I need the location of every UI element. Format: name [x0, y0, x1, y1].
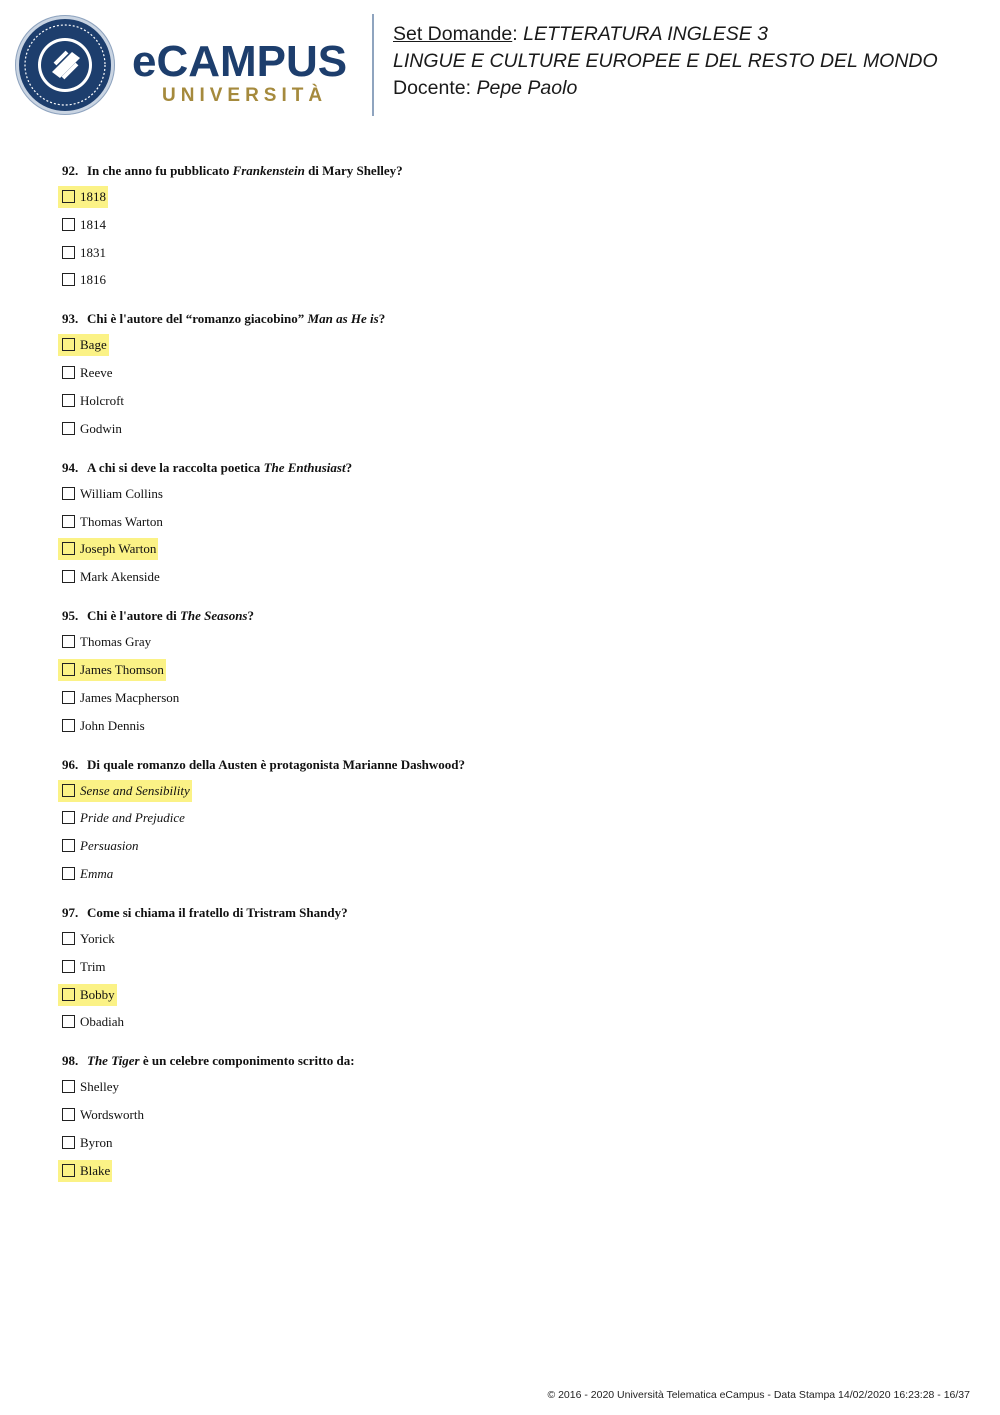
answer-option[interactable]	[62, 1011, 962, 1033]
answer-option[interactable]	[62, 863, 962, 885]
answer-option[interactable]	[62, 807, 962, 829]
header-divider	[372, 14, 374, 116]
answer-option[interactable]	[62, 538, 962, 560]
question-text-after: ?	[345, 459, 353, 475]
question-text	[62, 459, 962, 477]
answer-checkbox[interactable]	[62, 811, 75, 824]
question-text-italic: The Seasons	[179, 608, 248, 624]
answer-option[interactable]	[62, 390, 962, 412]
brand-wordmark	[132, 37, 360, 107]
question-block	[62, 310, 962, 439]
answer-label: Obadiah	[80, 1014, 125, 1030]
question-text-after: di Mary Shelley?	[304, 163, 403, 178]
question-number: 97.	[62, 904, 79, 920]
question-text	[62, 607, 962, 625]
answer-checkbox[interactable]	[62, 784, 75, 797]
question-text-after: è un celebre componimento scritto da:	[139, 1053, 355, 1069]
course-name: LETTERATURA INGLESE 3	[523, 23, 768, 45]
question-block	[62, 904, 962, 1033]
answer-checkbox[interactable]	[62, 1015, 75, 1028]
question-block	[62, 162, 962, 291]
answer-option[interactable]	[62, 214, 962, 236]
answer-option[interactable]	[62, 362, 962, 384]
answer-checkbox[interactable]	[62, 515, 75, 528]
answer-checkbox[interactable]	[62, 273, 75, 286]
answer-option[interactable]	[62, 715, 962, 737]
answer-label: James Thomson	[80, 661, 164, 677]
question-text-after: ?	[378, 311, 386, 327]
answer-label: Godwin	[80, 420, 122, 436]
answer-checkbox[interactable]	[62, 218, 75, 231]
answer-checkbox[interactable]	[62, 422, 75, 435]
answer-option[interactable]	[62, 242, 962, 264]
question-block	[62, 756, 962, 885]
answer-label: 1831	[80, 244, 106, 260]
answer-label: Reeve	[80, 365, 113, 381]
answer-checkbox[interactable]	[62, 839, 75, 852]
answer-option[interactable]	[62, 511, 962, 533]
answer-option[interactable]	[62, 1132, 962, 1154]
question-number: 96.	[62, 756, 79, 772]
question-text-italic: The Enthusiast	[263, 459, 346, 475]
answer-checkbox[interactable]	[62, 246, 75, 259]
answer-option[interactable]	[62, 269, 962, 291]
answer-checkbox[interactable]	[62, 190, 75, 203]
answer-option[interactable]	[62, 631, 962, 653]
answer-label: 1814	[80, 216, 106, 232]
question-text	[62, 310, 962, 328]
answer-label: Persuasion	[80, 838, 139, 854]
question-block	[62, 459, 962, 588]
question-text	[62, 162, 962, 180]
header-info	[393, 21, 938, 102]
answer-checkbox[interactable]	[62, 663, 75, 676]
answer-checkbox[interactable]	[62, 570, 75, 583]
teacher-line	[393, 75, 938, 102]
answer-label: Yorick	[80, 930, 115, 946]
question-list	[62, 162, 962, 1201]
answer-checkbox[interactable]	[62, 487, 75, 500]
answer-option[interactable]	[62, 186, 962, 208]
question-block	[62, 1052, 962, 1181]
answer-label: Byron	[80, 1134, 113, 1150]
answer-option[interactable]	[62, 418, 962, 440]
degree-name: LINGUE E CULTURE EUROPEE E DEL RESTO DEL MONDO	[393, 50, 938, 72]
question-number: 95.	[62, 608, 79, 624]
answer-label: Holcroft	[80, 392, 125, 408]
brand-subtitle: UNIVERSITÀ	[162, 85, 328, 106]
colon: :	[512, 23, 524, 45]
answer-option[interactable]	[62, 687, 962, 709]
page-footer: © 2016 - 2020 Università Telematica eCampus - Data Stampa 14/02/2020 16:23:28 - 16/37	[547, 1389, 970, 1401]
answer-checkbox[interactable]	[62, 366, 75, 379]
answer-checkbox[interactable]	[62, 338, 75, 351]
question-text-before: Chi è l'autore del “romanzo giacobino”	[87, 311, 308, 327]
answer-option[interactable]	[62, 1160, 962, 1182]
question-text-before: A chi si deve la raccolta poetica	[87, 459, 264, 475]
answer-checkbox[interactable]	[62, 960, 75, 973]
teacher-name: Pepe Paolo	[476, 77, 578, 99]
answer-checkbox[interactable]	[62, 394, 75, 407]
answer-checkbox[interactable]	[62, 867, 75, 880]
answer-checkbox[interactable]	[62, 1080, 75, 1093]
answer-option[interactable]	[62, 1104, 962, 1126]
answer-checkbox[interactable]	[62, 932, 75, 945]
page-header	[0, 0, 1000, 140]
answer-label: Blake	[80, 1162, 111, 1178]
question-text-italic: Man as He is	[307, 311, 379, 327]
question-text-italic: The Tiger	[87, 1053, 140, 1069]
question-number: 98.	[62, 1053, 79, 1069]
answer-label: Shelley	[80, 1079, 119, 1095]
answer-label: Pride and Prejudice	[80, 810, 185, 826]
answer-checkbox[interactable]	[62, 988, 75, 1001]
answer-label: John Dennis	[80, 717, 145, 733]
answer-option[interactable]	[62, 483, 962, 505]
answer-label: Emma	[80, 865, 114, 881]
question-number: 94.	[62, 459, 79, 475]
answer-option[interactable]	[62, 956, 962, 978]
answer-label: Bage	[80, 337, 107, 353]
answer-option[interactable]	[62, 984, 962, 1006]
question-text-before: In che anno fu pubblicato	[87, 163, 233, 178]
answer-label: Trim	[80, 958, 106, 974]
answer-label: James Macpherson	[80, 689, 180, 705]
answer-label: Wordsworth	[80, 1107, 144, 1123]
answer-checkbox[interactable]	[62, 719, 75, 732]
question-text	[62, 1052, 962, 1070]
question-text	[62, 756, 962, 774]
answer-checkbox[interactable]	[62, 691, 75, 704]
answer-checkbox[interactable]	[62, 542, 75, 555]
answer-checkbox[interactable]	[62, 1108, 75, 1121]
brand-name: eCAMPUS	[132, 37, 348, 86]
set-label: Set Domande	[393, 23, 513, 45]
question-text-before: Di quale romanzo della Austen è protagonista Marianne Dashwood?	[87, 756, 465, 772]
answer-option[interactable]	[62, 780, 962, 802]
answer-checkbox[interactable]	[62, 1164, 75, 1177]
question-number: 93.	[62, 311, 79, 327]
teacher-label: Docente:	[393, 77, 477, 99]
answer-label: Mark Akenside	[80, 569, 160, 585]
question-text-before: Come si chiama il fratello di Tristram Shandy?	[87, 904, 348, 920]
question-text	[62, 904, 962, 922]
answer-option[interactable]	[62, 566, 962, 588]
answer-label: Sense and Sensibility	[80, 782, 190, 798]
answer-checkbox[interactable]	[62, 635, 75, 648]
answer-label: Thomas Warton	[80, 513, 163, 529]
question-number: 92.	[62, 163, 79, 178]
answer-label: Joseph Warton	[80, 541, 157, 557]
question-text-before: Chi è l'autore di	[87, 608, 180, 624]
answer-label: 1816	[80, 272, 106, 288]
answer-label: Thomas Gray	[80, 634, 152, 650]
question-text-after: ?	[247, 608, 254, 624]
answer-option[interactable]	[62, 928, 962, 950]
answer-label: 1818	[80, 189, 106, 204]
ecampus-seal-logo	[14, 14, 116, 121]
answer-option[interactable]	[62, 835, 962, 857]
question-text-italic: Frankenstein	[232, 163, 305, 178]
answer-option[interactable]	[62, 1076, 962, 1098]
set-title-line	[393, 21, 938, 48]
answer-option[interactable]	[62, 334, 962, 356]
answer-option[interactable]	[62, 659, 962, 681]
answer-label: Bobby	[80, 986, 115, 1002]
answer-checkbox[interactable]	[62, 1136, 75, 1149]
answer-label: William Collins	[80, 485, 163, 501]
question-block	[62, 607, 962, 736]
